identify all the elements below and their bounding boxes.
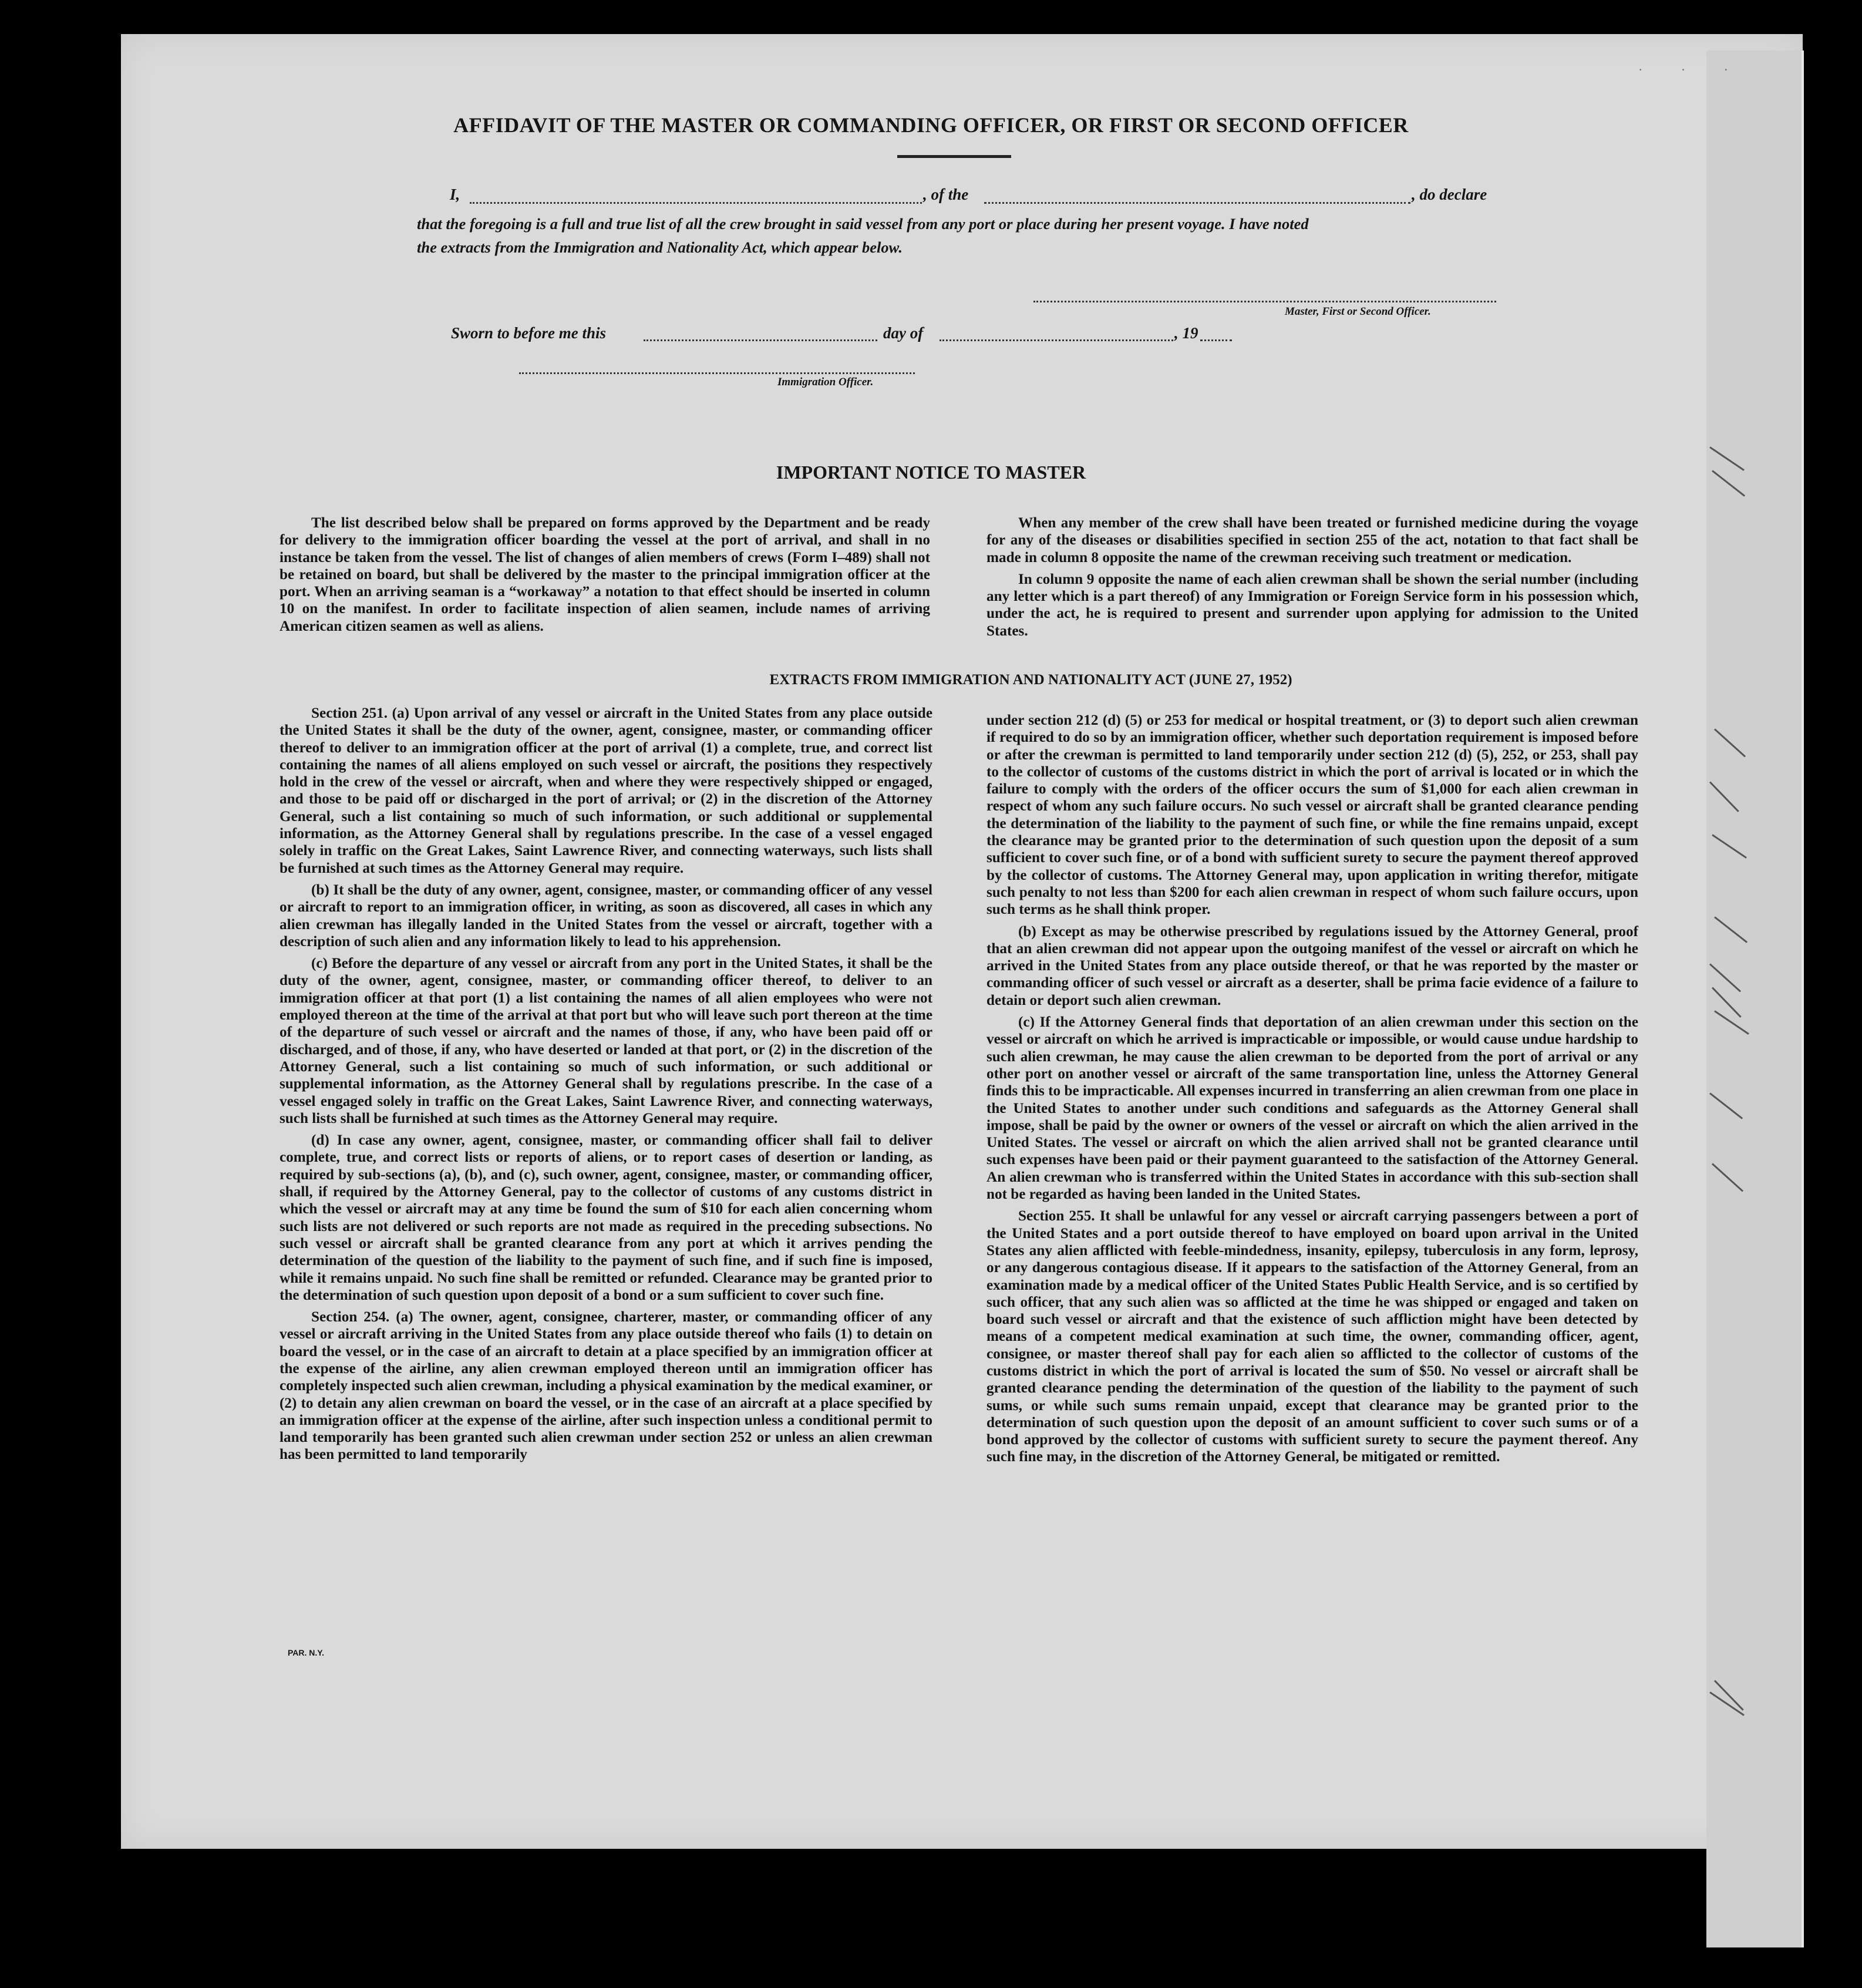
sworn-year-line[interactable]	[1200, 339, 1232, 341]
notice-left-paragraph: The list described below shall be prepared on forms approved by the Department and be ready for delivery to the immigration officer boarding the vessel at the port of arrival, and shall in no instance be taken from the vessel. The list of changes of alien members of crews (Form I–489) shall not be retained on board, but shall be delivered by the master to the principal immigration officer at the port. When an arriving seaman is a “workaway” a notation to that effect should be inserted in column 10 on the manifest. In order to facilitate inspection of alien seamen, include names of arriving American citizen seamen as well as aliens.	[280, 515, 930, 634]
sworn-label: Sworn to before me this	[451, 324, 607, 342]
section-251-d: (d) In case any owner, agent, consignee, master, or commanding officer shall fail to deliver complete, true, and correct lists or reports of aliens, or to report cases of desertion or landing, as required by sub-sections (a), (b), and (c), such owner, agent, consignee, master, or commanding officer, shall, if required by the Attorney General, pay to the collector of customs of any customs district in which the vessel or aircraft may at any time be found the sum of $10 for each alien concerning whom such lists are not delivered or such reports are not made as required in the preceding subsections. No such vessel or aircraft shall be granted clearance from any port at which it arrives pending the determination of the question of the liability to the payment of such fine, and if such fine is imposed, while it remains unpaid. No such fine shall be remitted or refunded. Clearance may be granted prior to the determination of such question upon deposit of a bond or a sum sufficient to cover such fine.	[280, 1132, 932, 1303]
year-prefix-label: , 19	[1174, 324, 1198, 342]
side-strip	[1706, 51, 1803, 1947]
section-255: Section 255. It shall be unlawful for any vessel or aircraft carrying passengers between a port of the United States and a port outside thereof to have employed on board upon arrival in the United States any alien afflicted with feeble-mindedness, insanity, epilepsy, tuberculosis in any form, leprosy, or any dangerous contagious disease. If it appears to the satisfaction of the Attorney General, from an examination made by a medical officer of the United States Public Health Service, and is so certified by such officer, that any such alien was so afflicted at the time he was shipped or engaged and taken on board such vessel or aircraft and that the existence of such affliction might have been detected by means of a competent medical examination at such time, the owner, commanding officer, agent, consignee, or master thereof shall pay for each alien so afflicted to the collector of customs of the customs district in which the port of arrival is located the sum of $50. No vessel or aircraft shall be granted clearance pending the determination of the question of the liability to the payment of such sums, or while such sums remain unpaid, except that clearance may be granted prior to the determination of such question upon the deposit of an amount sufficient to cover such sums or of a bond approved by the collector of customs with sufficient surety to secure the payment thereof. Any such fine may, in the discretion of the Attorney General, be mitigated or remitted.	[986, 1208, 1638, 1465]
affidavit-title: AFFIDAVIT OF THE MASTER OR COMMANDING OFFICER, OR FIRST OR SECOND OFFICER	[453, 113, 1409, 137]
notice-right-column	[986, 514, 1638, 644]
master-signature-line[interactable]	[1033, 301, 1496, 302]
sworn-day-line[interactable]	[644, 339, 877, 341]
printer-code: PAR. N.Y.	[288, 1648, 324, 1657]
section-251-b: (b) It shall be the duty of any owner, agent, consignee, master, or commanding officer of any vessel or aircraft to report to an immigration officer, in writing, as soon as discovered, all cases in which any alien crewman has illegally landed in the United States from the vessel or aircraft, together with a description of such alien and any information likely to lead to his apprehension.	[280, 882, 932, 950]
of-the-label: , of the	[923, 186, 969, 203]
affidavit-i-label: I,	[450, 186, 460, 203]
section-254-a: Section 254. (a) The owner, agent, consignee, charterer, master, or commanding officer of any vessel or aircraft arriving in the United States from any place outside thereof who fails (1) to detain on board the vessel, or in the case of an aircraft to detain at a place specified by an immigration officer at the expense of the airline, any alien crewman employed thereon until an immigration officer has completely inspected such alien crewman, including a physical examination by the medical examiner, or (2) to detain any alien crewman on board the vessel, or in the case of an aircraft at a place specified by an immigration officer at the expense of the airline, after such inspection unless a conditional permit to land temporarily has been granted such alien crewman under section 252 or unless an alien crewman has been permitted to land temporarily	[280, 1309, 932, 1463]
day-of-label: day of	[883, 324, 924, 342]
officer-signature-label: Immigration Officer.	[777, 376, 874, 388]
notice-right-paragraph-2: In column 9 opposite the name of each alien crewman shall be shown the serial number (including any letter which is a part thereof) of any Immigration or Foreign Service form in his possession which, under the act, he is required to present and surrender upon applying for admission to the United States.	[986, 571, 1638, 639]
corner-specks: · · ·	[1638, 62, 1746, 77]
section-254-c: (c) If the Attorney General finds that deportation of an alien crewman under this section on the vessel or aircraft on which he arrived is impracticable or impossible, or would cause undue hardship to such alien crewman, he may cause the alien crewman to be deported from the port of arrival or any other port on another vessel or aircraft of the same transportation line, unless the Attorney General finds this to be impracticable. All expenses incurred in transferring an alien crewman from one place in the United States to another under such conditions and safeguards as the Attorney General shall impose, shall be paid by the owner or owners of the vessel or aircraft on which the alien arrived in the United States. The vessel or aircraft on which the alien arrived shall not be granted clearance until such expenses have been paid or their payment guaranteed to the satisfaction of the Attorney General. An alien crewman who is transferred within the United States in accordance with this sub-section shall not be regarded as having been landed in the United States.	[986, 1014, 1638, 1203]
sworn-month-line[interactable]	[940, 339, 1173, 341]
extracts-right-column	[986, 712, 1638, 1471]
notice-title: IMPORTANT NOTICE TO MASTER	[776, 462, 1086, 483]
name-blank-line[interactable]	[470, 202, 922, 204]
officer-signature-line[interactable]	[519, 372, 915, 374]
side-strip-edge	[1802, 51, 1804, 1947]
notice-left-column	[280, 514, 930, 640]
title-underline	[897, 155, 1011, 158]
vessel-blank-line[interactable]	[984, 202, 1410, 204]
affidavit-extracts-line: the extracts from the Immigration and Nationality Act, which appear below.	[417, 238, 903, 256]
master-signature-label: Master, First or Second Officer.	[1285, 305, 1431, 318]
section-254-b: (b) Except as may be otherwise prescribed by regulations issued by the Attorney General, proof that an alien crewman did not appear upon the outgoing manifest of the vessel or aircraft on which he arrived in the United States from any place outside thereof, or that he was reported by the master or commanding officer of such vessel or aircraft as a deserter, shall be prima facie evidence of a failure to detain or deport such alien crewman.	[986, 923, 1638, 1008]
affidavit-declaration-line: that the foregoing is a full and true list of all the crew brought in said vessel from any port or place during her present voyage. I have noted	[417, 215, 1309, 233]
notice-right-paragraph-1: When any member of the crew shall have been treated or furnished medicine during the voyage for any of the diseases or disabilities specified in section 255 of the act, notation to that fact shall be made in column 8 opposite the name of the crewman receiving such treatment or medication.	[986, 515, 1638, 566]
extracts-title: EXTRACTS FROM IMMIGRATION AND NATIONALITY ACT (JUNE 27, 1952)	[769, 672, 1292, 688]
section-251-c: (c) Before the departure of any vessel or aircraft from any port in the United States, it shall be the duty of the owner, agent, consignee, master, or commanding officer thereof, to deliver to an immigration officer at that port (1) a list containing the names of all alien employees who were not employed thereon at the time of the arrival at that port but who will leave such port thereon at the time of the departure of such vessel or aircraft and the names of those, if any, who have been paid off or discharged, and of those, if any, who have deserted or landed at that port, or (2) in the discretion of the Attorney General, such a list containing so much of such information, or such additional or supplemental information, as the Attorney General shall by regulations prescribe. In the case of a vessel engaged solely in traffic on the Great Lakes, Saint Lawrence River, and connecting waterways, such lists shall be furnished at such times as the Attorney General may require.	[280, 956, 932, 1126]
extracts-left-column	[280, 705, 932, 1468]
section-251-a: Section 251. (a) Upon arrival of any vessel or aircraft in the United States from any place outside the United States it shall be the duty of the owner, agent, consignee, master, or commanding officer thereof to deliver to an immigration officer at the port of arrival (1) a complete, true, and correct list containing the names of all aliens employed on such vessel or aircraft, the positions they respectively hold in the crew of the vessel or aircraft, when and where they were respectively shipped or engaged, and those to be paid off or discharged in the port of arrival; or (2) in the discretion of the Attorney General, such a list containing so much of such information, or such additional or supplemental information, as the Attorney General shall by regulations prescribe. In the case of a vessel engaged solely in traffic on the Great Lakes, Saint Lawrence River, and connecting waterways, such lists shall be furnished at such times as the Attorney General may require.	[280, 705, 932, 876]
section-254-a-continued: under section 212 (d) (5) or 253 for medical or hospital treatment, or (3) to deport such alien crewman if required to do so by an immigration officer, whether such deportation requirement is imposed before or after the crewman is permitted to land temporarily under section 212 (d) (5), 252, or 253, shall pay to the collector of customs of the customs district in which the port of arrival is located or in which the failure to comply with the orders of the officer occurs the sum of $1,000 for each alien crewman in respect of whom any such failure occurs. No such vessel or aircraft shall be granted clearance pending the determination of the liability to the payment of such fine, or while the fine remains unpaid, except the clearance may be granted prior to the determination of such question upon the deposit of a sum sufficient to cover such fine, or of a bond with sufficient surety to secure the payment thereof approved by the collector of customs. The Attorney General may, upon application in writing therefor, mitigate such penalty to not less than $200 for each alien crewman in respect of whom such failure occurs, upon such terms as he shall think proper.	[986, 712, 1638, 918]
do-declare-label: , do declare	[1412, 186, 1487, 203]
